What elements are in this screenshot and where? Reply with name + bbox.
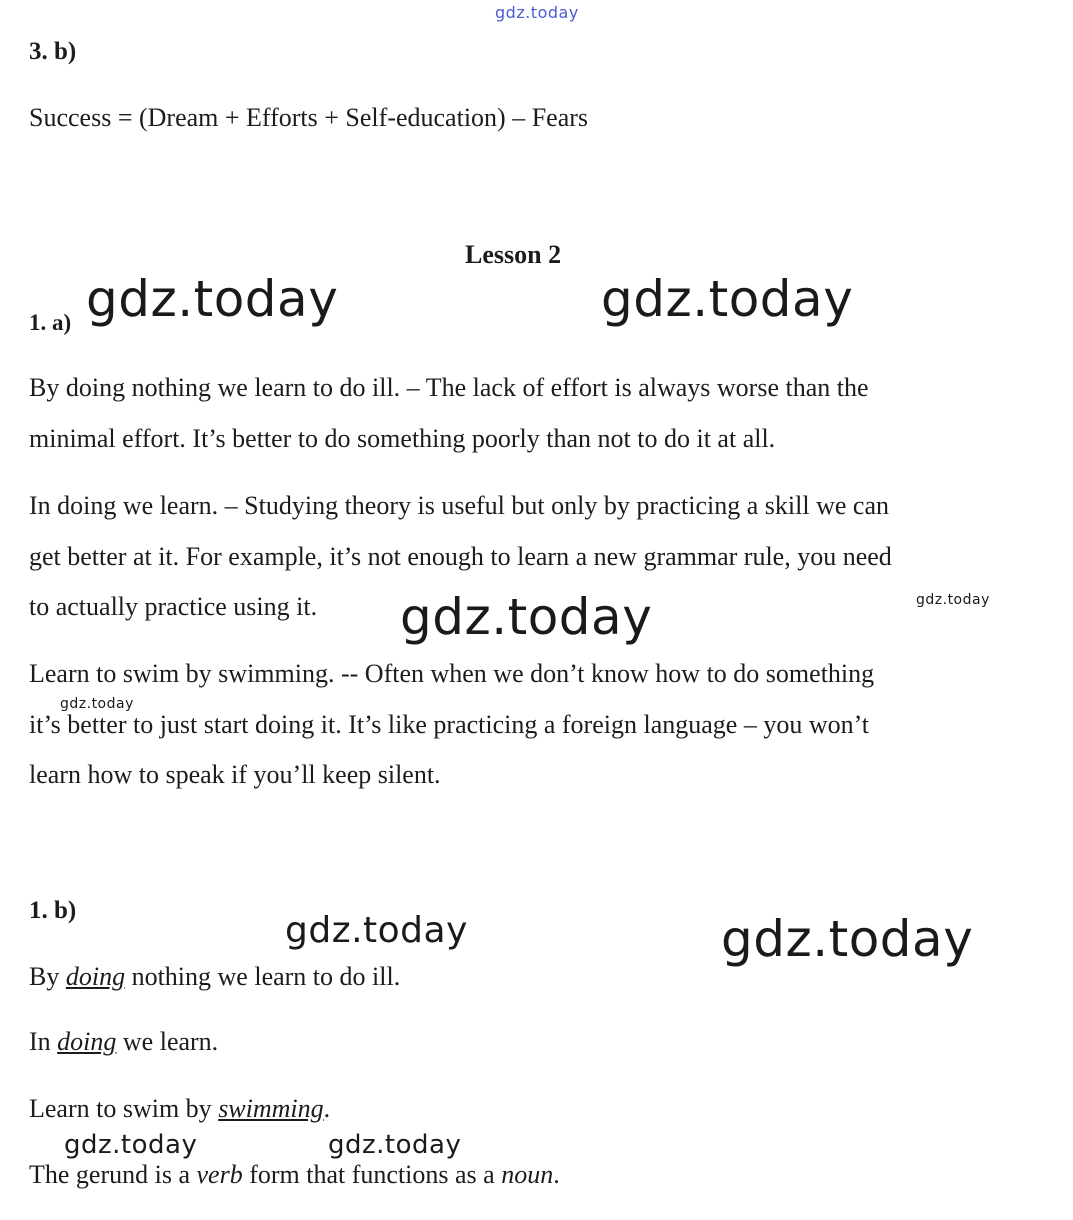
text-segment: form that functions as a [242,1160,502,1189]
paragraph-line: to actually practice using it. [29,592,318,621]
text-segment: . [323,1094,331,1123]
gerund-example [29,1027,218,1057]
paragraph-line: In doing we learn. – Studying theory is useful but only by practicing a skill we can [29,491,889,520]
text-segment: By [29,962,66,991]
text-segment: In [29,1027,58,1056]
watermark-medium: gdz.today [285,910,468,951]
watermark-large: gdz.today [86,270,339,328]
text-segment: The gerund is a [29,1160,197,1189]
gerund-example [29,1094,330,1124]
text-segment: . [553,1160,560,1189]
section-1b-heading: 1. b) [29,897,77,924]
watermark-top: gdz.today [495,3,579,22]
paragraph-line: learn how to speak if you’ll keep silent. [29,760,441,789]
paragraph-line: minimal effort. It’s better to do something poorly than not to do it at all. [29,423,776,453]
text-segment: we learn. [116,1027,219,1056]
watermark-medium: gdz.today [64,1130,198,1160]
watermark-large: gdz.today [601,270,854,328]
success-formula: Success = (Dream + Efforts + Self-education) – Fears [29,103,589,132]
text-segment: Learn to swim by [29,1094,219,1123]
watermark-large: gdz.today [400,588,653,646]
watermark-large: gdz.today [721,910,974,968]
paragraph-line: By doing nothing we learn to do ill. – The lack of effort is always worse than the [29,373,869,402]
proverb-paragraph [29,363,869,464]
gerund-word: doing [57,1027,117,1056]
verb-word: verb [196,1160,243,1189]
proverb-paragraph [29,649,874,801]
gerund-example [29,962,400,992]
gerund-definition [29,1160,560,1190]
watermark-medium: gdz.today [328,1130,462,1160]
lesson-title: Lesson 2 [465,240,562,269]
text-segment: nothing we learn to do ill. [125,962,401,991]
watermark-small: gdz.today [916,592,990,608]
section-1a-heading: 1. a) [29,310,72,335]
gerund-word: doing [65,962,126,991]
section-3b-heading: 3. b) [29,38,77,65]
paragraph-line: Learn to swim by swimming. -- Often when we don’t know how to do something [29,659,875,688]
noun-word: noun [501,1160,554,1189]
proverb-paragraph [29,481,892,633]
watermark-small: gdz.today [60,696,134,712]
gerund-word: swimming [218,1094,324,1123]
paragraph-line: it’s better to just start doing it. It’s like practicing a foreign language – you won’t [29,709,870,739]
paragraph-line: get better at it. For example, it’s not enough to learn a new grammar rule, you need [29,541,892,571]
